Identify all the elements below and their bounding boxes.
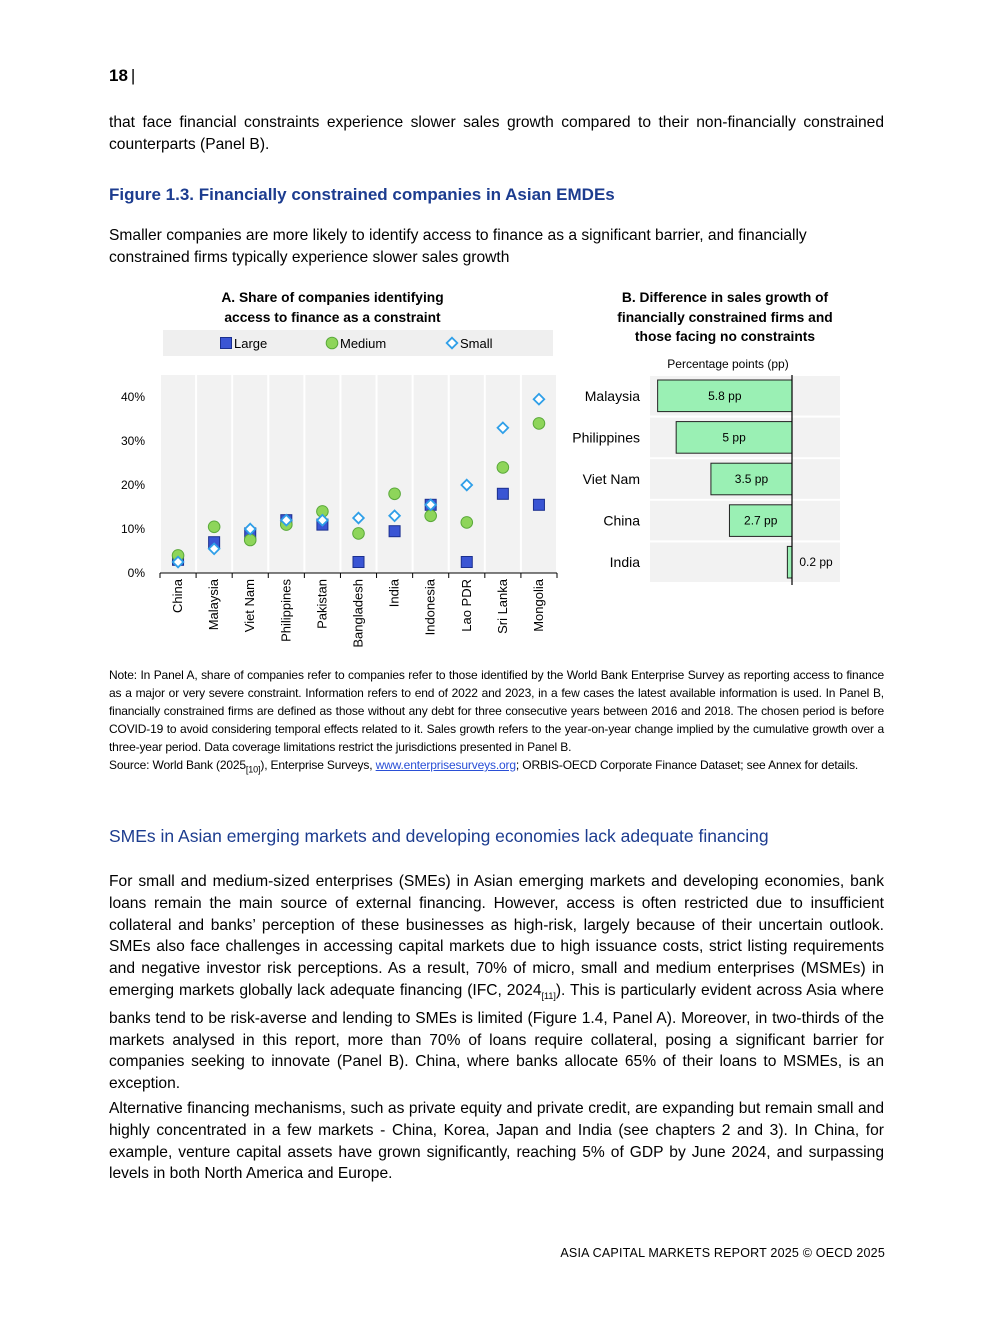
enterprise-surveys-link[interactable]: www.enterprisesurveys.org — [375, 758, 516, 772]
column-band — [161, 375, 195, 573]
category-label: Bangladesh — [350, 579, 366, 648]
figure-subtitle: Smaller companies are more likely to identify access to finance as a significant barrier, and financially constrained firms typically experience slower sales growth — [109, 227, 807, 266]
bar — [787, 546, 792, 578]
bar-value-label: 3.5 pp — [734, 472, 769, 486]
point-medium — [425, 510, 437, 522]
figure-note — [109, 666, 884, 778]
category-label: India — [386, 579, 402, 608]
point-medium — [353, 528, 365, 540]
bar-value-label: 5.8 pp — [708, 388, 742, 403]
category-label: Philippines — [278, 579, 294, 642]
column-band — [450, 375, 484, 573]
body-paragraph-2: Alternative financing mechanisms, such as private equity and private credit, are expanding but remain small and highly concentrated in a few markets - China, Korea, Japan and India (see chapters 2 and 3). In China, for example, venture capital assets have grown significantly, reaching 5% of GDP by June 2024, and surpassing levels in both North America and Europe. — [109, 1100, 884, 1183]
point-medium — [461, 517, 473, 529]
point-medium — [244, 534, 256, 546]
y-tick-label: 0% — [127, 566, 145, 580]
para1-ref: [11] — [541, 991, 556, 1002]
bar-value-label: 5 pp — [722, 430, 746, 445]
section-heading: SMEs in Asian emerging markets and developing economies lack adequate financing — [109, 826, 769, 846]
y-tick-label: 30% — [120, 434, 145, 448]
point-medium — [389, 488, 401, 500]
legend-marker-medium — [326, 337, 338, 349]
bar-value-label: 0.2 pp — [799, 555, 833, 570]
point-medium — [208, 521, 220, 533]
figure-title: Figure 1.3. Financially constrained companies in Asian EMDEs — [109, 185, 615, 204]
panel-a-chart — [100, 325, 570, 660]
body-paragraph-1: For small and medium-sized enterprises (SMEs) in Asian emerging markets and developing economies, bank loans remain the main source of external financing. However, access is often restricted due to insufficient collateral and banks’ perception of these businesses as high-risk, largely because of their uncertain outlook. SMEs also face challenges in accessing capital markets due to high issuance costs, strict listing requirements and negative investor risk perceptions. As a result, 70% of micro, small and medium enterprises (MSMEs) in emerging markets globally lack adequate financing (IFC, $2024_{[11]}$). This is particularly evident across Asia where banks tend to be risk-averse and lending to SMEs is limited (Figure 1.4, Panel A). Moreover, in two-thirds of the markets analysed in this report, more than 70% of loans require collateral, posing a significant barrier for companies seeking to innovate (Panel B). China, where banks allocate 65% of their loans to MSMEs, is an exception. — [109, 873, 884, 1093]
intro-paragraph: that face financial constraints experience slower sales growth compared to their non-financially constrained counterparts (Panel B). — [109, 114, 884, 153]
note-text: Note: In Panel A, share of companies refer to companies refer to those identified by the World Bank Enterprise Survey as reporting access to finance as a major or very severe constraint. Information refers to end of 2022 and 2023, in a few cases the latest available information is used. In Panel B, financially constrained firms are defined as those without any debt for three consecutive years between 2016 and 2018. The chosen period is before COVID-19 to avoid considering temporal effects related to it. Sales growth refers to the year-on-year change implied by the cumulative growth over a three-year period. Data coverage limitations restrict the jurisdictions presented in Panel B. — [109, 668, 884, 754]
source-ref: [10] — [245, 764, 261, 775]
category-label: Malaysia — [206, 579, 222, 631]
point-large — [533, 499, 544, 510]
axis-unit-label: Percentage points (pp) — [667, 357, 789, 371]
source-suffix: ; ORBIS-OECD Corporate Finance Dataset; see Annex for details. — [515, 758, 859, 772]
point-large — [497, 488, 508, 499]
legend-marker-large — [221, 338, 232, 349]
source-mid: ), Enterprise Surveys, — [260, 758, 376, 772]
point-large — [353, 557, 364, 568]
y-tick-label: 20% — [120, 478, 145, 492]
category-label: Pakistan — [314, 579, 330, 629]
legend-label-medium: Medium — [340, 336, 387, 351]
bar-category-label: Viet Nam — [582, 471, 640, 487]
category-label: Sri Lanka — [494, 579, 510, 634]
column-band — [378, 375, 412, 573]
column-band — [305, 375, 339, 573]
category-label: China — [170, 579, 186, 613]
column-band — [486, 375, 520, 573]
point-large — [389, 526, 400, 537]
bar-category-label: India — [609, 554, 640, 571]
category-label: Indonesia — [422, 579, 438, 636]
column-band — [269, 375, 303, 573]
y-tick-label: 40% — [120, 390, 145, 404]
point-medium — [533, 418, 545, 430]
point-medium — [497, 462, 509, 474]
bar-category-label: Philippines — [572, 429, 640, 446]
page-footer: ASIA CAPITAL MARKETS REPORT 2025 © OECD 2025 — [560, 1246, 885, 1260]
bar-category-label: Malaysia — [584, 387, 640, 404]
bar-category-label: China — [603, 512, 640, 529]
category-label: Viet Nam — [242, 579, 258, 633]
legend-label-small: Small — [460, 336, 493, 351]
panel-a-title: A. Share of companies identifying access to finance as a constraint — [221, 290, 444, 325]
column-band — [341, 375, 375, 573]
panel-b-chart — [560, 350, 860, 590]
bar-value-label: 2.7 pp — [744, 513, 778, 528]
point-large — [461, 557, 472, 568]
category-label: Lao PDR — [458, 579, 474, 632]
y-tick-label: 10% — [120, 522, 145, 536]
source-prefix: Source: World Bank (2025 — [109, 758, 246, 772]
column-band — [414, 375, 448, 573]
page-number: 18 | — [109, 66, 136, 85]
panel-b-title: B. Difference in sales growth of financially constrained firms and those facing no constraints — [617, 290, 833, 344]
category-label: Mongolia — [530, 579, 546, 632]
legend-label-large: Large — [234, 336, 268, 351]
